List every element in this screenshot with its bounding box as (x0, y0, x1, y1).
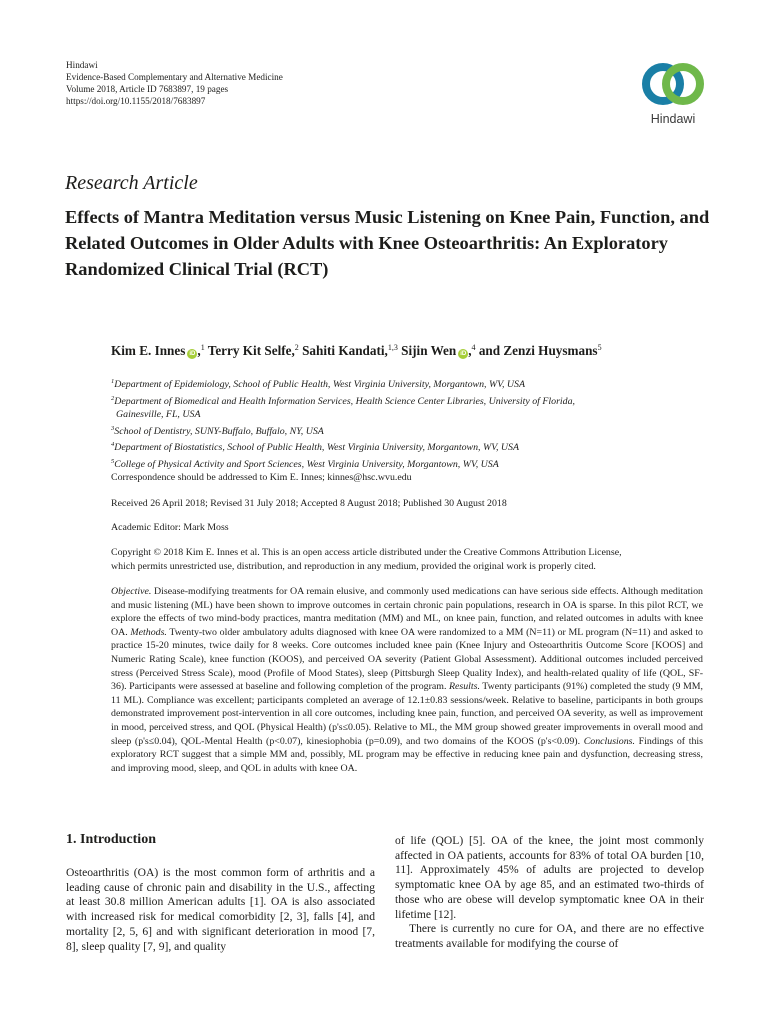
affiliation-line: $^1$Department of Epidemiology, School of Public Health, West Virginia University, Morgantown, WV, USA (111, 378, 526, 390)
intro-paragraph-2: There is currently no cure for OA, and there are no effective treatments available for modifying the course of (395, 922, 704, 950)
intro-paragraph-1: Osteoarthritis (OA) is the most common form of arthritis and a leading cause of chronic pain and disability in the U.S., affecting at least 30.8 million American adults [1]. OA is also associated with increased risk for medical comorbidity [2, 3], falls [4], and mortality [2, 5, 6] and with significant deterioration in mood [7, 8], sleep quality [7, 9], and quality (66, 866, 375, 953)
affiliation-line: $^5$College of Physical Activity and Sport Sciences, West Virginia University, Morgantown, WV, USA (111, 457, 499, 470)
abstract-objective: Disease-modifying treatments for OA remain elusive, and commonly used medications can have serious side effects. Although meditation and music listening (ML) have been shown to improve outcomes in certain chronic pain populations, research in OA is sparse. In this pilot RCT, we explore the effects of two mind-body practices, mantra meditation (MM) and ML, on knee pain, function, and related outcomes in adults with knee OA. (111, 586, 703, 638)
affiliation-marker: 2 (111, 394, 115, 402)
abstract-results-label: Results. (446, 681, 480, 693)
author-name: Sahiti Kandati, (302, 343, 388, 358)
copyright-line-2: which permits unrestricted use, distribution, and reproduction in any medium, provided the original work is properly cited. (111, 560, 596, 572)
hindawi-logo-text: Hindawi (650, 112, 696, 126)
author-name: Kim E. Innes (111, 343, 186, 358)
orcid-icon[interactable]: iD (460, 351, 467, 357)
section-heading-introduction: 1. Introduction (66, 832, 156, 847)
publication-dates: Received 26 April 2018; Revised 31 July 2018; Accepted 8 August 2018; Published 30 August 2018 (111, 498, 507, 509)
author-affiliation-marker: 2 (294, 343, 299, 352)
journal-name: Evidence-Based Complementary and Alternative Medicine (66, 72, 283, 82)
journal-header (66, 59, 283, 107)
affiliation-line: $^3$School of Dentistry, SUNY-Buffalo, Buffalo, NY, USA (111, 424, 324, 437)
abstract-objective-label: Objective. (111, 586, 152, 597)
affiliation-marker: 3 (111, 424, 115, 432)
author-name: and Zenzi Huysmans (478, 343, 598, 358)
orcid-icon[interactable]: iD (189, 351, 196, 357)
affiliation-line: $^4$Department of Biostatistics, School of Public Health, West Virginia University, Morgantown, WV, USA (111, 441, 519, 454)
article-title: Effects of Mantra Meditation versus Music Listening on Knee Pain, Function, and Related Outcomes in Older Adults with Knee Osteoarthritis: An Exploratory Randomized Clinical Trial (RCT) (65, 207, 710, 279)
intro-right-column (395, 834, 704, 952)
affiliation-marker: 5 (111, 457, 115, 465)
correspondence: Correspondence should be addressed to Kim E. Innes; kinnes@hsc.wvu.edu (111, 472, 412, 483)
author-affiliation-marker: 1 (200, 343, 205, 352)
intro-paragraph-1-cont: of life (QOL) [5]. OA of the knee, the joint most commonly affected in OA patients, accounts for 83% of total OA burden [10, 11]. Approximately 45% of adults are projected to develop symptomatic knee OA by age 85, and an estimated two-thirds of those who are obese will develop symptomatic knee OA in their lifetime [12]. (395, 834, 704, 921)
abstract-methods-label: Methods. (127, 626, 167, 638)
affiliation-marker: 1 (111, 378, 115, 385)
abstract-results: Twenty participants (91%) completed the study (9 MM, 11 ML). Compliance was excellent; participants completed an average of 12.1±0.83 sessions/week. Relative to baseline, participants in both groups demonstrated improvement post-intervention in all core outcomes, including knee pain, function, and perceived OA severity, as well as improvement in mood, perceived stress, and QOL (Physical Health) (p's≤0.05). Relative to ML, the MM group showed greater improvements in overall mood and sleep (p's≤0.04), QOL-Mental Health (p<0.07), kinesiophobia (p=0.09), and two domains of the KOOS (p's<0.09). (111, 681, 703, 747)
author-name: Sijin Wen (401, 343, 457, 358)
intro-left-column (66, 866, 375, 954)
abstract-conclusions-label: Conclusions. (580, 735, 635, 747)
author-affiliation-marker: 1,3 (387, 343, 398, 352)
copyright-line-1: Copyright © 2018 Kim E. Innes et al. This is an open access article distributed under the Creative Commons Attribution License, (111, 547, 622, 558)
abstract-methods: Twenty-two older ambulatory adults diagnosed with knee OA were randomized to a MM (N=11) or ML program (N=11) and asked to practice 15-20 minutes, twice daily for 8 weeks. Core outcomes included knee pain (Knee Injury and Osteoarthritis Outcome Score [KOOS] and Numeric Rating Scale), knee function (KOOS), and perceived OA severity (Patient Global Assessment). Additional outcomes included perceived stress (Perceived Stress Scale), mood (Profile of Mood States), sleep (Pittsburgh Sleep Quality Index), and health-related quality of life (QOL, SF-36). Participants were assessed at baseline and following completion of the program. (111, 626, 703, 693)
doi-link[interactable]: https://doi.org/10.1155/2018/7683897 (66, 96, 206, 106)
publisher-name: Hindawi (66, 60, 98, 70)
article-type: Research Article (65, 172, 198, 194)
volume-info: Volume 2018, Article ID 7683897, 19 pages (66, 84, 229, 94)
academic-editor: Academic Editor: Mark Moss (111, 522, 229, 533)
affiliation-line: Gainesville, FL, USA (116, 409, 201, 421)
author-list: Kim E. Innes iD ,$^1$ Terry Kit Selfe,$^2$ Sahiti Kandati,$^{1,3}$ Sijin Wen iD ,$^4$ and Zenzi Huysmans$^5$ (111, 343, 602, 358)
affiliation-marker: 4 (111, 441, 115, 449)
abstract (111, 585, 703, 775)
author-affiliation-marker: 4 (471, 343, 476, 352)
hindawi-logo-icon (637, 58, 709, 108)
author-name: Terry Kit Selfe, (207, 343, 295, 358)
affiliation-line: $^2$Department of Biomedical and Health Information Services, Health Science Center Libraries, University of Florida, (111, 394, 576, 407)
abstract-conclusions: Findings of this exploratory RCT suggest that a simple MM and, possibly, ML program may be effective in reducing knee pain and dysfunction, decreasing stress, and improving mood, sleep, and QOL in adults with knee OA. (111, 735, 703, 774)
affiliation-list (111, 375, 575, 472)
copyright-notice (111, 546, 622, 573)
author-affiliation-marker: 5 (597, 343, 602, 352)
